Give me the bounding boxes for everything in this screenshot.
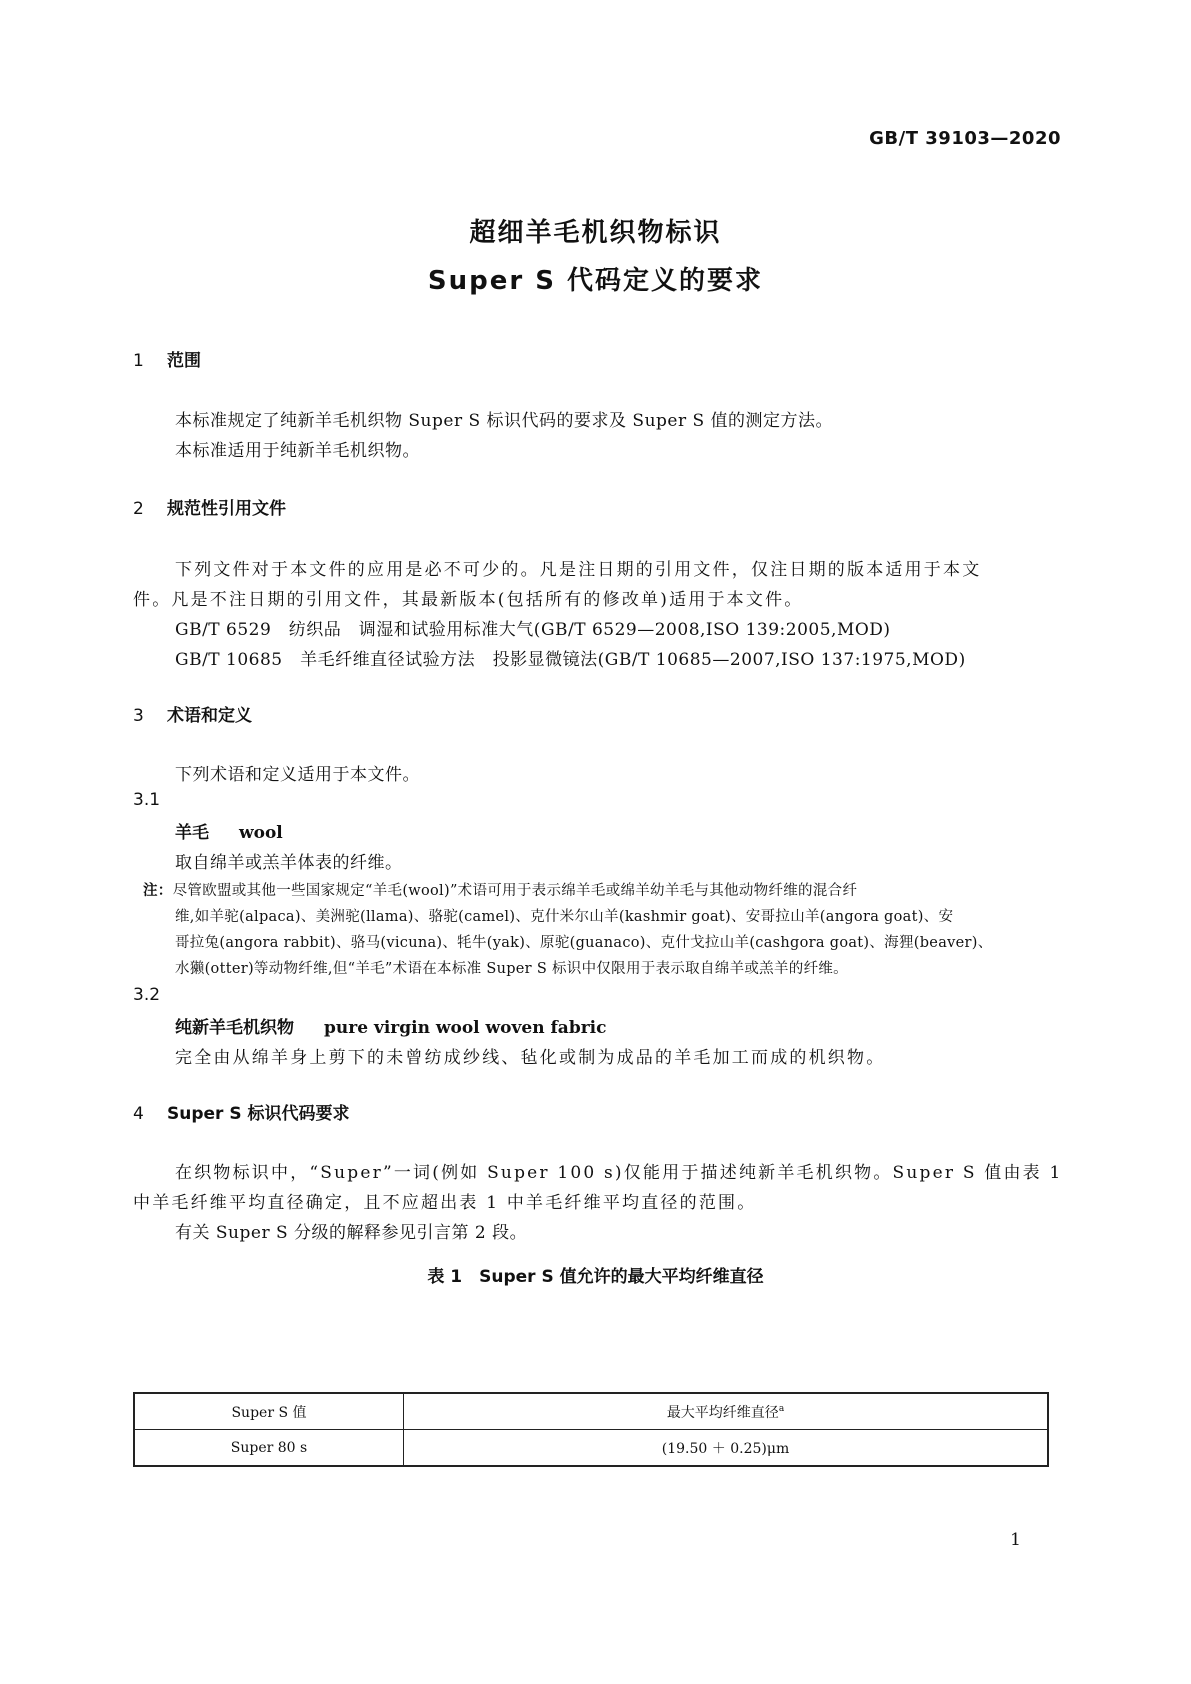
term-3-1	[175, 818, 283, 843]
term-3-1-note-line-2: 维,如羊驼(alpaca)、美洲驼(llama)、骆驼(camel)、克什米尔山羊(kashmir goat)、安哥拉山羊(angora goat)、安	[175, 909, 954, 925]
section-title: 术语和定义	[167, 706, 252, 726]
section-title: 规范性引用文件	[167, 499, 286, 519]
term-3-1-note-line-4: 水獭(otter)等动物纤维,但“羊毛”术语在本标准 Super S 标识中仅限用于表示取自绵羊或羔羊的纤维。	[175, 961, 848, 977]
normative-reference-1: GB/T 6529 纺织品 调湿和试验用标准大气(GB/T 6529—2008,ISO 139:2005,MOD)	[175, 620, 891, 640]
term-chinese: 纯新羊毛机织物	[175, 1018, 294, 1038]
document-title-line2: Super S 代码定义的要求	[427, 266, 764, 296]
table-1	[133, 1392, 1049, 1467]
table-header-super-s: Super S 值	[134, 1393, 404, 1430]
section-1-paragraph-1: 本标准规定了纯新羊毛机织物 Super S 标识代码的要求及 Super S 值的测定方法。	[175, 411, 834, 431]
footnote-marker: a	[778, 1403, 785, 1414]
term-english: wool	[239, 823, 283, 843]
section-number: 2	[133, 499, 144, 519]
section-number: 3	[133, 706, 144, 726]
table-1-caption: 表 1 Super S 值允许的最大平均纤维直径	[427, 1267, 764, 1287]
table-cell-diameter: (19.50 ＋ 0.25)μm	[404, 1430, 1049, 1467]
section-2-heading	[133, 494, 286, 519]
section-2-paragraph-line-1: 下列文件对于本文件的应用是必不可少的。凡是注日期的引用文件，仅注日期的版本适用于本文	[175, 560, 982, 580]
section-title: Super S 标识代码要求	[167, 1104, 350, 1124]
section-1-heading	[133, 346, 201, 371]
section-4-heading	[133, 1099, 350, 1124]
term-3-2	[175, 1013, 606, 1038]
section-3-heading	[133, 701, 252, 726]
section-number: 1	[133, 351, 144, 371]
section-number: 4	[133, 1104, 144, 1124]
section-2-paragraph-line-2: 件。凡是不注日期的引用文件，其最新版本(包括所有的修改单)适用于本文件。	[133, 590, 804, 610]
standard-code: GB/T 39103—2020	[869, 128, 1061, 149]
section-4-paragraph-line-2: 中羊毛纤维平均直径确定，且不应超出表 1 中羊毛纤维平均直径的范围。	[133, 1193, 757, 1213]
table-header-diameter-label: 最大平均纤维直径	[666, 1404, 779, 1421]
term-3-1-definition: 取自绵羊或羔羊体表的纤维。	[175, 853, 403, 873]
note-text: 尽管欧盟或其他一些国家规定“羊毛(wool)”术语可用于表示绵羊毛或绵羊幼羊毛与其他动物纤维的混合纤	[172, 883, 858, 899]
table-header-diameter	[404, 1393, 1049, 1430]
term-3-2-definition: 完全由从绵羊身上剪下的未曾纺成纱线、毡化或制为成品的羊毛加工而成的机织物。	[175, 1048, 886, 1068]
table-row	[134, 1430, 1048, 1467]
table-header-row	[134, 1393, 1048, 1430]
document-title-line1: 超细羊毛机织物标识	[469, 218, 722, 248]
section-1-paragraph-2: 本标准适用于纯新羊毛机织物。	[175, 441, 420, 461]
term-3-1-note-line-1	[143, 879, 857, 900]
normative-reference-2: GB/T 10685 羊毛纤维直径试验方法 投影显微镜法(GB/T 10685—2007,ISO 137:1975,MOD)	[175, 650, 966, 670]
term-english: pure virgin wool woven fabric	[324, 1018, 607, 1038]
term-3-1-number: 3.1	[133, 790, 161, 810]
term-chinese: 羊毛	[175, 823, 209, 843]
page-number: 1	[1010, 1530, 1021, 1550]
term-3-2-number: 3.2	[133, 985, 161, 1005]
section-title: 范围	[167, 351, 201, 371]
section-4-paragraph-line-1: 在织物标识中，“Super”一词(例如 Super 100 s)仅能用于描述纯新羊毛机织物。Super S 值由表 1	[175, 1163, 1063, 1183]
term-3-1-note-line-3: 哥拉兔(angora rabbit)、骆马(vicuna)、牦牛(yak)、原驼(guanaco)、克什戈拉山羊(cashgora goat)、海狸(beaver)、	[175, 935, 993, 951]
note-label: 注：	[143, 883, 173, 899]
section-4-paragraph-2: 有关 Super S 分级的解释参见引言第 2 段。	[175, 1223, 528, 1243]
section-3-intro: 下列术语和定义适用于本文件。	[175, 765, 420, 785]
table-cell-super-s: Super 80 s	[134, 1430, 404, 1467]
